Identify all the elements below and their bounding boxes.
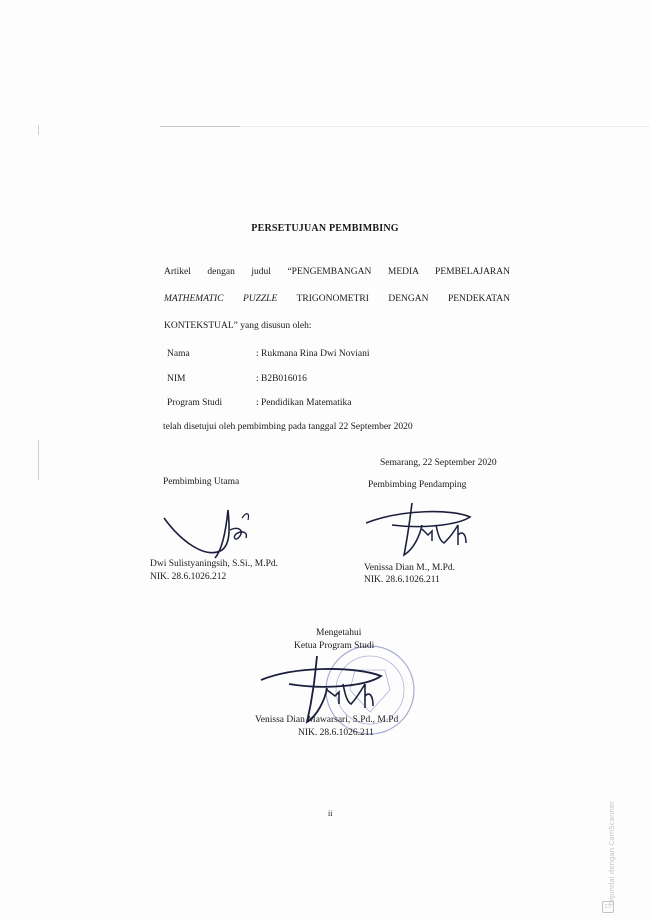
field-label-nama: Nama	[167, 349, 190, 359]
place-date: Semarang, 22 September 2020	[380, 458, 497, 468]
field-value-nim: : B2B016016	[256, 374, 307, 384]
advisor-main-nik: NIK. 28.6.1026.212	[150, 572, 227, 582]
scan-artifact-line	[200, 126, 650, 127]
advisor-assist-role: Pembimbing Pendamping	[368, 480, 467, 490]
intro-line-2	[164, 295, 510, 305]
intro-line-1: Artikel dengan judul “PENGEMBANGAN MEDIA PEMBELAJARAN	[164, 267, 510, 277]
advisor-assist-name: Venissa Dian M., M.Pd.	[364, 563, 456, 573]
intro-italic-title: MATHEMATIC PUZZLE	[164, 294, 278, 304]
field-label-nim: NIM	[167, 374, 186, 384]
page-title: PERSETUJUAN PEMBIMBING	[251, 223, 399, 234]
field-value-prodi: : Pendidikan Matematika	[256, 398, 352, 408]
scan-artifact-line	[160, 126, 240, 127]
advisor-assist-nik: NIK. 28.6.1026.211	[364, 575, 440, 585]
advisor-main-name: Dwi Sulistyaningsih, S.Si., M.Pd.	[150, 559, 279, 569]
intro-line-2-rest: TRIGONOMETRI DENGAN PENDEKATAN	[277, 294, 510, 304]
scanner-watermark: Dipindai dengan CamScanner	[608, 800, 616, 905]
scan-edge-mark	[38, 440, 39, 480]
page-number: ii	[328, 809, 333, 818]
advisor-main-role: Pembimbing Utama	[163, 477, 240, 487]
scan-edge-mark	[38, 125, 39, 135]
head-of-program-name: Venissa Dian Mawarsari, S.Pd., M.Pd	[255, 715, 399, 725]
intro-line-3: KONTEKSTUAL” yang disusun oleh:	[164, 321, 312, 331]
camscanner-logo-icon: CS	[602, 901, 614, 913]
acknowledged-label: Mengetahui	[316, 628, 362, 638]
head-of-program-nik: NIK. 28.6.1026.211	[298, 728, 374, 738]
acknowledged-position: Ketua Program Studi	[294, 641, 375, 651]
field-value-nama: : Rukmana Rina Dwi Noviani	[256, 349, 370, 359]
approval-statement: telah disetujui oleh pembimbing pada tanggal 22 September 2020	[163, 422, 413, 432]
field-label-prodi: Program Studi	[167, 398, 223, 408]
